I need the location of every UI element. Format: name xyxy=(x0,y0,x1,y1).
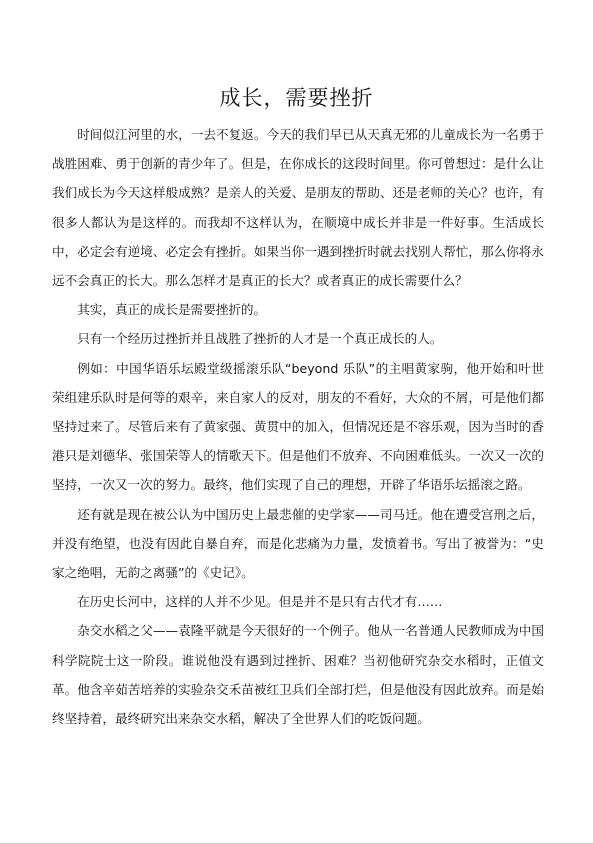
paragraph: 时间似江河里的水，一去不复返。今天的我们早已从天真无邪的儿童成长为一名勇于战胜困难、勇于创新的青少年了。但是，在你成长的这段时间里。你可曾想过：是什么让我们成长为今天这样般成熟？是亲人的关爱、是朋友的帮助、还是老师的关心？也许，有很多人都认为是这样的。而我却不这样认为，在顺境中成长并非是一件好事。生活成长中，必定会有逆境、必定会有挫折。如果当你一遇到挫折时就去找别人帮忙，那么你将永远不会真正的长大。那么怎样才是真正的长大？或者真正的成长需要什么？ xyxy=(52,127,544,289)
paragraph: 在历史长河中，这样的人并不少见。但是并不是只有古代才有…… xyxy=(77,594,443,610)
paragraph: 例如：中国华语乐坛殿堂级摇滚乐队“beyond 乐队”的主唱黄家驹，他开始和叶世荣组建乐队时是何等的艰辛，来自家人的反对，朋友的不看好，大众的不屑，可是他们都坚持过来了。尽管后来有了黄家强、黄贯中的加入，但情况还是不容乐观，因为当时的香港只是刘德华、张国荣等人的情歌天下。但是他们不放弃、不向困难低头。一次又一次的坚持，一次又一次的努力。最终，他们实现了自己的理想，开辟了华语乐坛摇滚之路。 xyxy=(52,360,544,493)
document-body xyxy=(52,120,544,733)
paragraph: 只有一个经历过挫折并且战胜了挫折的人才是一个真正成长的人。 xyxy=(77,331,443,347)
document-title: 成长，需要挫折 xyxy=(219,86,374,110)
paragraph: 杂交水稻之父——袁隆平就是今天很好的一个例子。他从一名普通人民教师成为中国科学院院士这一阶段。谁说他没有遇到过挫折、困难？当初他研究杂交水稻时，正值文革。他含辛茹苦培养的实验杂交禾苗被红卫兵们全部打烂，但是他没有因此放弃。而是始终坚持着，最终研究出来杂交水稻，解决了全世界人们的吃饭问题。 xyxy=(52,623,544,727)
paragraph: 还有就是现在被公认为中国历史上最悲催的史学家——司马迁。他在遭受宫刑之后，并没有绝望，也没有因此自暴自弃，而是化悲痛为力量，发愤着书。写出了被誉为：“史家之绝唱，无韵之离骚”的《史记》。 xyxy=(52,506,544,581)
paragraph: 其实，真正的成长是需要挫折的。 xyxy=(77,302,267,318)
